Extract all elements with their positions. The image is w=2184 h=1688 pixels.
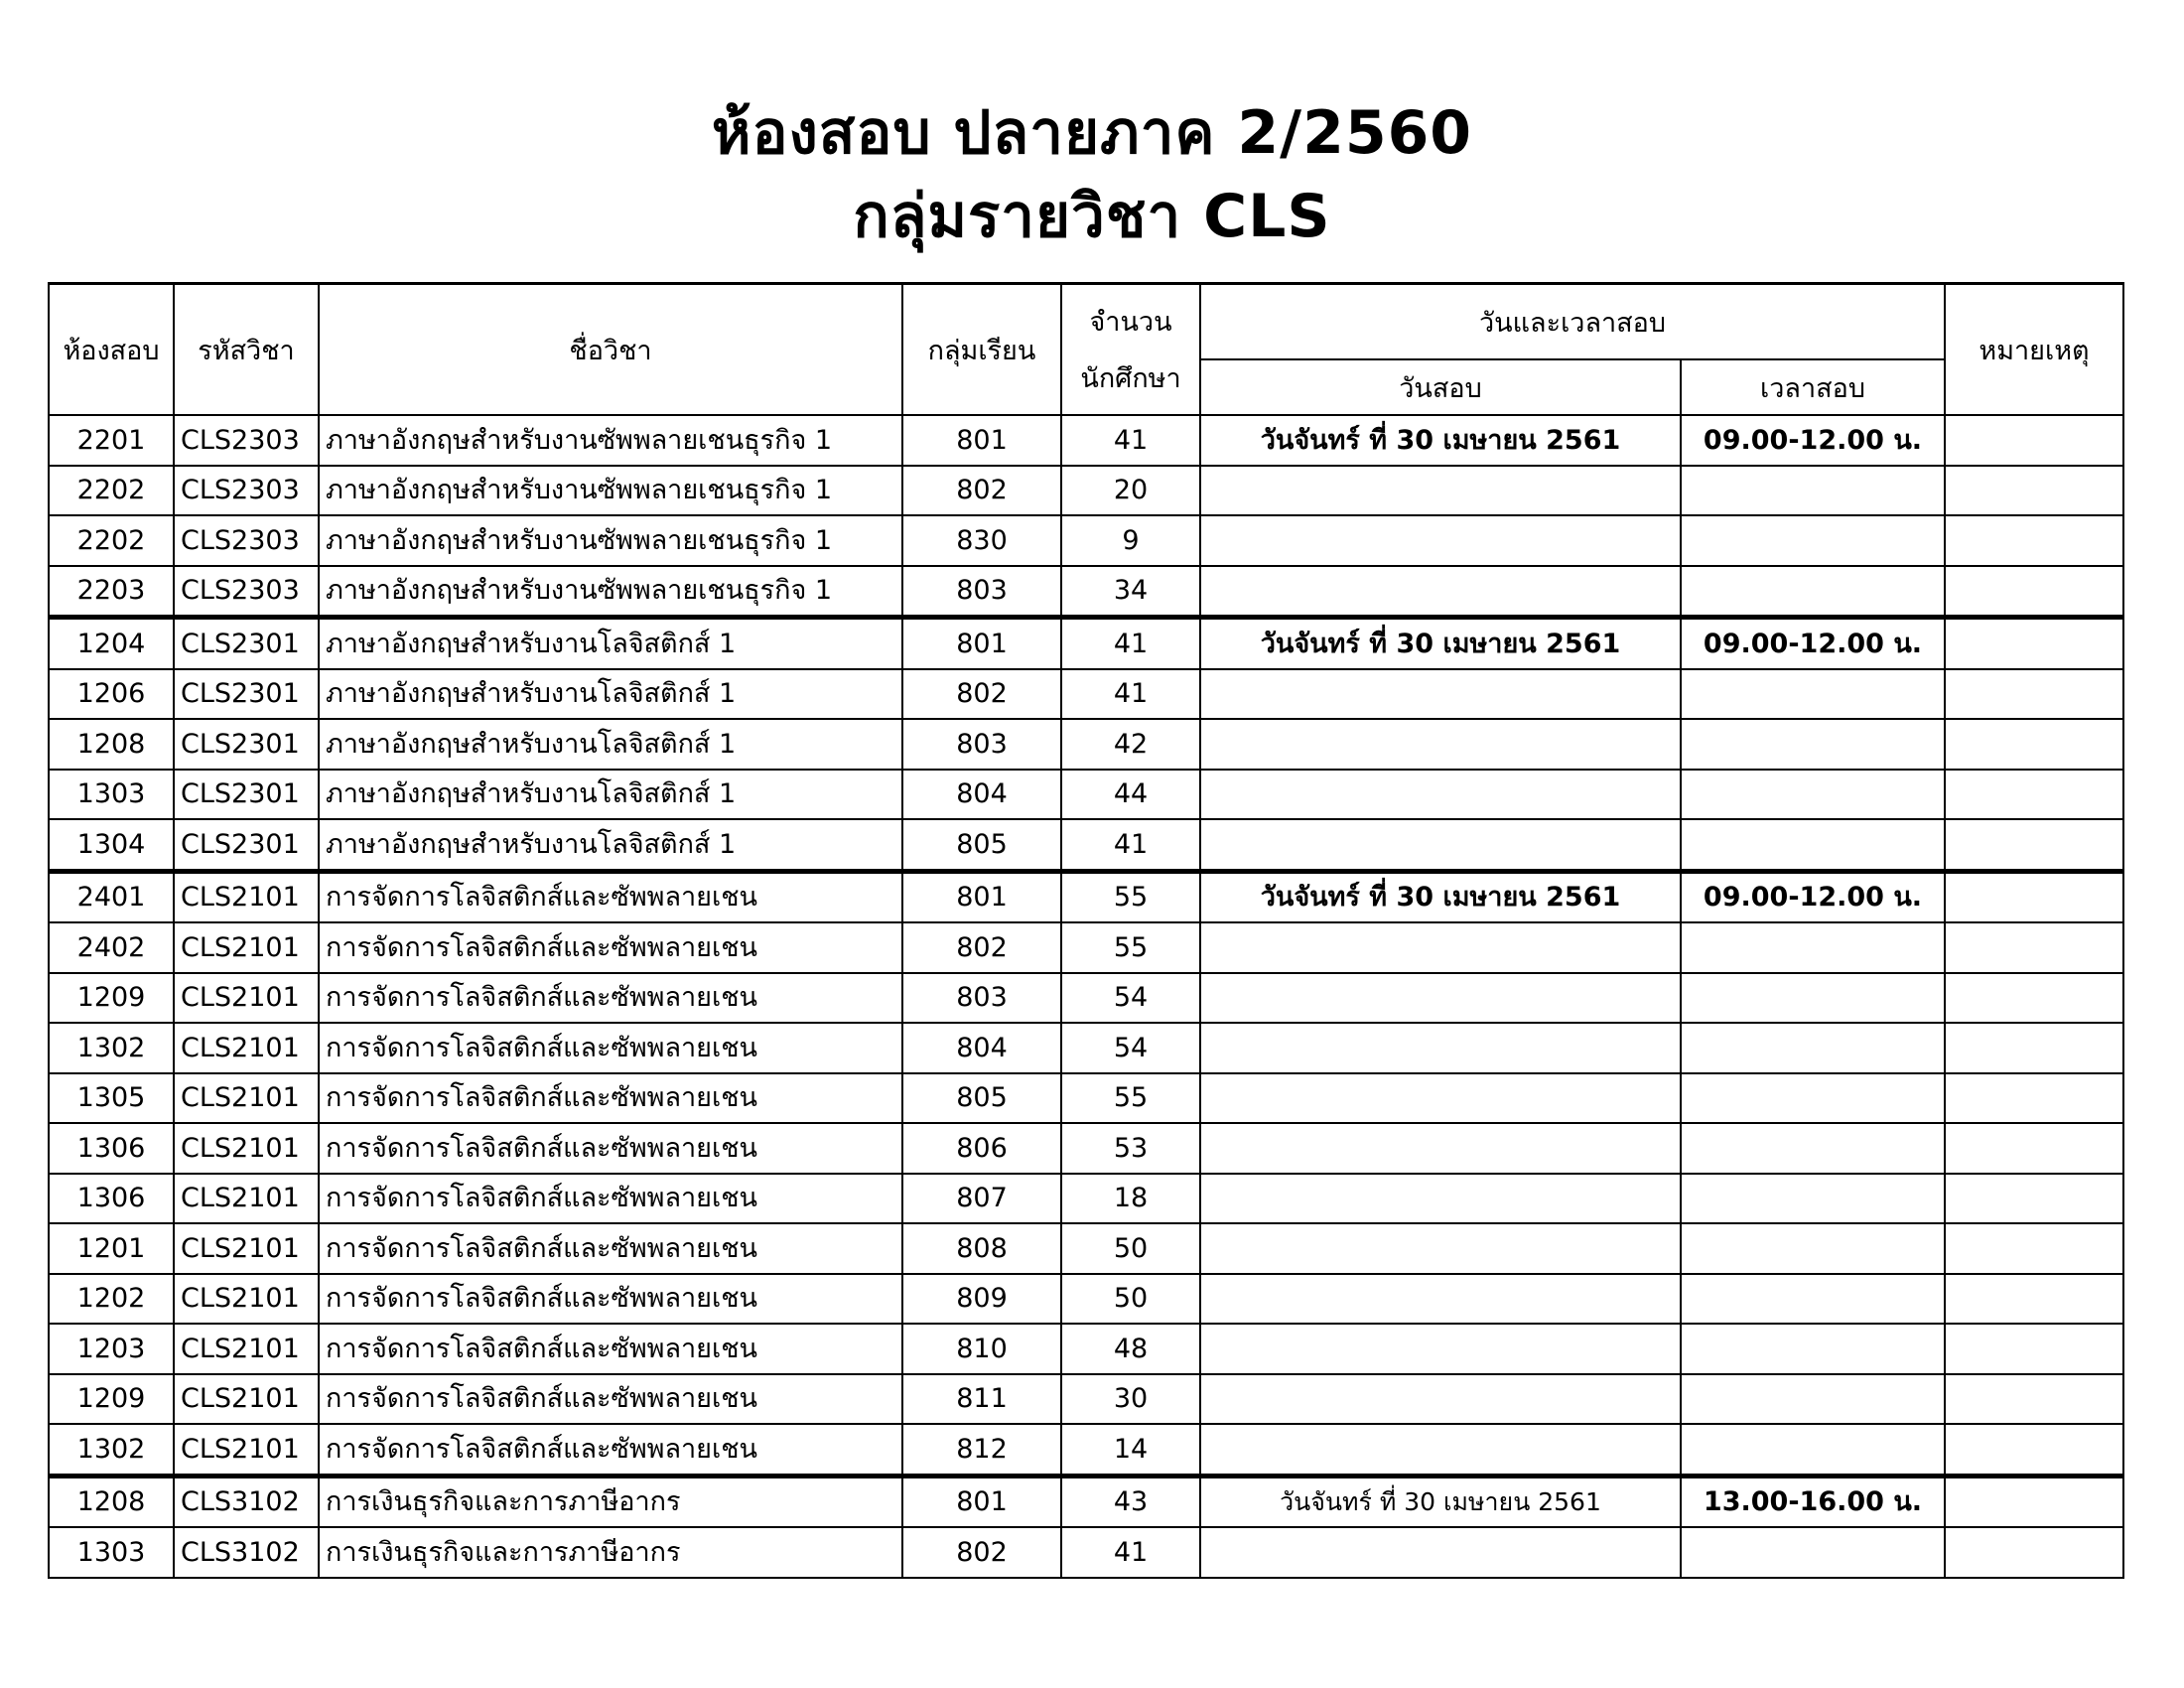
- table-row: [49, 1174, 2123, 1224]
- header-datetime: วันและเวลาสอบ: [1200, 284, 1945, 360]
- table-row: [49, 973, 2123, 1024]
- room-cell: 1201: [49, 1223, 174, 1274]
- course-name-cell: การจัดการโลจิสติกส์และซัพพลายเชน: [319, 1174, 902, 1224]
- course-name-cell: การจัดการโลจิสติกส์และซัพพลายเชน: [319, 1374, 902, 1425]
- room-cell: 1202: [49, 1274, 174, 1325]
- exam-date-cell: [1200, 1274, 1681, 1325]
- exam-time-cell: [1681, 1023, 1945, 1073]
- exam-date-cell: วันจันทร์ ที่ 30 เมษายน 2561: [1200, 415, 1681, 466]
- table-row: [49, 1274, 2123, 1325]
- room-cell: 1303: [49, 1527, 174, 1578]
- remark-cell: [1945, 1424, 2123, 1476]
- remark-cell: [1945, 1324, 2123, 1374]
- remark-cell: [1945, 871, 2123, 922]
- room-cell: 1302: [49, 1424, 174, 1476]
- remark-cell: [1945, 1073, 2123, 1124]
- table-row: [49, 1123, 2123, 1174]
- exam-date-cell: [1200, 719, 1681, 770]
- code-cell: CLS2101: [174, 1174, 319, 1224]
- exam-time-cell: [1681, 1073, 1945, 1124]
- code-cell: CLS2101: [174, 1424, 319, 1476]
- room-cell: 2202: [49, 515, 174, 566]
- student-count-cell: 41: [1061, 669, 1200, 720]
- student-count-cell: 41: [1061, 415, 1200, 466]
- course-name-cell: ภาษาอังกฤษสำหรับงานซัพพลายเชนธุรกิจ 1: [319, 515, 902, 566]
- section-cell: 805: [902, 819, 1061, 871]
- remark-cell: [1945, 1223, 2123, 1274]
- course-name-cell: ภาษาอังกฤษสำหรับงานโลจิสติกส์ 1: [319, 770, 902, 820]
- exam-date-cell: [1200, 770, 1681, 820]
- room-cell: 2203: [49, 566, 174, 618]
- course-name-cell: การจัดการโลจิสติกส์และซัพพลายเชน: [319, 922, 902, 973]
- exam-time-cell: [1681, 1374, 1945, 1425]
- section-cell: 805: [902, 1073, 1061, 1124]
- remark-cell: [1945, 1023, 2123, 1073]
- section-cell: 802: [902, 1527, 1061, 1578]
- exam-time-cell: [1681, 566, 1945, 618]
- room-cell: 1303: [49, 770, 174, 820]
- room-cell: 1206: [49, 669, 174, 720]
- exam-date-cell: [1200, 1374, 1681, 1425]
- header-count-line1: จำนวน: [1089, 307, 1172, 338]
- code-cell: CLS2101: [174, 1223, 319, 1274]
- course-name-cell: การจัดการโลจิสติกส์และซัพพลายเชน: [319, 1223, 902, 1274]
- exam-date-cell: [1200, 1324, 1681, 1374]
- section-cell: 803: [902, 719, 1061, 770]
- room-cell: 1204: [49, 618, 174, 669]
- exam-time-cell: [1681, 669, 1945, 720]
- room-cell: 1209: [49, 1374, 174, 1425]
- exam-time-cell: 09.00-12.00 น.: [1681, 618, 1945, 669]
- section-cell: 803: [902, 566, 1061, 618]
- header-code: รหัสวิชา: [174, 284, 319, 416]
- code-cell: CLS2101: [174, 1274, 319, 1325]
- student-count-cell: 42: [1061, 719, 1200, 770]
- title-block: [0, 91, 2184, 258]
- exam-date-cell: [1200, 1527, 1681, 1578]
- exam-date-cell: [1200, 973, 1681, 1024]
- remark-cell: [1945, 1174, 2123, 1224]
- table-row: [49, 1073, 2123, 1124]
- exam-time-cell: [1681, 770, 1945, 820]
- section-cell: 801: [902, 618, 1061, 669]
- exam-time-cell: 09.00-12.00 น.: [1681, 415, 1945, 466]
- remark-cell: [1945, 1123, 2123, 1174]
- course-name-cell: ภาษาอังกฤษสำหรับงานโลจิสติกส์ 1: [319, 618, 902, 669]
- table-row: [49, 1324, 2123, 1374]
- table-row: [49, 819, 2123, 871]
- course-name-cell: ภาษาอังกฤษสำหรับงานซัพพลายเชนธุรกิจ 1: [319, 566, 902, 618]
- code-cell: CLS2101: [174, 1123, 319, 1174]
- exam-date-cell: [1200, 515, 1681, 566]
- remark-cell: [1945, 1274, 2123, 1325]
- exam-date-cell: วันจันทร์ ที่ 30 เมษายน 2561: [1200, 618, 1681, 669]
- student-count-cell: 55: [1061, 1073, 1200, 1124]
- code-cell: CLS2301: [174, 719, 319, 770]
- exam-date-cell: [1200, 819, 1681, 871]
- table-row: [49, 922, 2123, 973]
- header-time: เวลาสอบ: [1681, 359, 1945, 415]
- student-count-cell: 44: [1061, 770, 1200, 820]
- student-count-cell: 20: [1061, 466, 1200, 516]
- course-name-cell: การจัดการโลจิสติกส์และซัพพลายเชน: [319, 1274, 902, 1325]
- exam-time-cell: [1681, 922, 1945, 973]
- table-row: [49, 1424, 2123, 1476]
- course-name-cell: การจัดการโลจิสติกส์และซัพพลายเชน: [319, 1424, 902, 1476]
- section-cell: 803: [902, 973, 1061, 1024]
- code-cell: CLS2303: [174, 566, 319, 618]
- course-name-cell: ภาษาอังกฤษสำหรับงานโลจิสติกส์ 1: [319, 669, 902, 720]
- exam-date-cell: วันจันทร์ ที่ 30 เมษายน 2561: [1200, 1476, 1681, 1527]
- remark-cell: [1945, 770, 2123, 820]
- remark-cell: [1945, 1527, 2123, 1578]
- student-count-cell: 50: [1061, 1223, 1200, 1274]
- code-cell: CLS2303: [174, 515, 319, 566]
- student-count-cell: 14: [1061, 1424, 1200, 1476]
- student-count-cell: 41: [1061, 819, 1200, 871]
- page-title: ห้องสอบ ปลายภาค 2/2560: [711, 98, 1473, 168]
- exam-time-cell: 13.00-16.00 น.: [1681, 1476, 1945, 1527]
- remark-cell: [1945, 922, 2123, 973]
- remark-cell: [1945, 669, 2123, 720]
- table-row: [49, 515, 2123, 566]
- exam-date-cell: [1200, 922, 1681, 973]
- course-name-cell: การจัดการโลจิสติกส์และซัพพลายเชน: [319, 1023, 902, 1073]
- course-name-cell: การจัดการโลจิสติกส์และซัพพลายเชน: [319, 1073, 902, 1124]
- table-row: [49, 669, 2123, 720]
- table-row: [49, 871, 2123, 922]
- course-name-cell: การจัดการโลจิสติกส์และซัพพลายเชน: [319, 1123, 902, 1174]
- section-cell: 808: [902, 1223, 1061, 1274]
- code-cell: CLS2301: [174, 819, 319, 871]
- exam-date-cell: [1200, 566, 1681, 618]
- exam-room-table: [48, 282, 2124, 1579]
- code-cell: CLS2101: [174, 1073, 319, 1124]
- section-cell: 802: [902, 466, 1061, 516]
- header-date: วันสอบ: [1200, 359, 1681, 415]
- course-name-cell: การเงินธุรกิจและการภาษีอากร: [319, 1476, 902, 1527]
- code-cell: CLS2101: [174, 973, 319, 1024]
- exam-time-cell: [1681, 1274, 1945, 1325]
- remark-cell: [1945, 515, 2123, 566]
- student-count-cell: 55: [1061, 871, 1200, 922]
- exam-time-cell: [1681, 819, 1945, 871]
- page-subtitle: กลุ่มรายวิชา CLS: [853, 182, 1331, 251]
- course-name-cell: การจัดการโลจิสติกส์และซัพพลายเชน: [319, 1324, 902, 1374]
- remark-cell: [1945, 719, 2123, 770]
- room-cell: 1209: [49, 973, 174, 1024]
- student-count-cell: 30: [1061, 1374, 1200, 1425]
- remark-cell: [1945, 466, 2123, 516]
- section-cell: 801: [902, 871, 1061, 922]
- room-cell: 1302: [49, 1023, 174, 1073]
- code-cell: CLS2303: [174, 466, 319, 516]
- exam-time-cell: [1681, 973, 1945, 1024]
- room-cell: 1208: [49, 719, 174, 770]
- exam-date-cell: [1200, 1174, 1681, 1224]
- course-name-cell: ภาษาอังกฤษสำหรับงานซัพพลายเชนธุรกิจ 1: [319, 466, 902, 516]
- code-cell: CLS2301: [174, 669, 319, 720]
- room-cell: 1203: [49, 1324, 174, 1374]
- table-row: [49, 1374, 2123, 1425]
- exam-date-cell: [1200, 1424, 1681, 1476]
- table-row: [49, 770, 2123, 820]
- exam-time-cell: [1681, 1223, 1945, 1274]
- code-cell: CLS2101: [174, 1324, 319, 1374]
- exam-time-cell: [1681, 466, 1945, 516]
- room-cell: 2201: [49, 415, 174, 466]
- remark-cell: [1945, 566, 2123, 618]
- section-cell: 804: [902, 1023, 1061, 1073]
- table-row: [49, 618, 2123, 669]
- exam-time-cell: [1681, 1324, 1945, 1374]
- student-count-cell: 34: [1061, 566, 1200, 618]
- header-section: กลุ่มเรียน: [902, 284, 1061, 416]
- course-name-cell: การจัดการโลจิสติกส์และซัพพลายเชน: [319, 871, 902, 922]
- student-count-cell: 43: [1061, 1476, 1200, 1527]
- room-cell: 1304: [49, 819, 174, 871]
- remark-cell: [1945, 819, 2123, 871]
- header-name: ชื่อวิชา: [319, 284, 902, 416]
- exam-date-cell: [1200, 1223, 1681, 1274]
- room-cell: 1305: [49, 1073, 174, 1124]
- exam-date-cell: [1200, 1073, 1681, 1124]
- exam-time-cell: [1681, 515, 1945, 566]
- table-row: [49, 1223, 2123, 1274]
- table-row: [49, 1476, 2123, 1527]
- section-cell: 801: [902, 415, 1061, 466]
- exam-time-cell: [1681, 1424, 1945, 1476]
- student-count-cell: 48: [1061, 1324, 1200, 1374]
- exam-date-cell: [1200, 466, 1681, 516]
- exam-table-body: [49, 415, 2123, 1578]
- course-name-cell: การเงินธุรกิจและการภาษีอากร: [319, 1527, 902, 1578]
- table-row: [49, 1023, 2123, 1073]
- section-cell: 811: [902, 1374, 1061, 1425]
- exam-time-cell: [1681, 1174, 1945, 1224]
- course-name-cell: การจัดการโลจิสติกส์และซัพพลายเชน: [319, 973, 902, 1024]
- header-count: [1061, 284, 1200, 416]
- code-cell: CLS2303: [174, 415, 319, 466]
- section-cell: 809: [902, 1274, 1061, 1325]
- student-count-cell: 9: [1061, 515, 1200, 566]
- remark-cell: [1945, 973, 2123, 1024]
- student-count-cell: 50: [1061, 1274, 1200, 1325]
- student-count-cell: 54: [1061, 973, 1200, 1024]
- exam-time-cell: [1681, 719, 1945, 770]
- room-cell: 2401: [49, 871, 174, 922]
- student-count-cell: 41: [1061, 618, 1200, 669]
- section-cell: 802: [902, 669, 1061, 720]
- student-count-cell: 53: [1061, 1123, 1200, 1174]
- table-row: [49, 719, 2123, 770]
- student-count-cell: 18: [1061, 1174, 1200, 1224]
- exam-time-cell: 09.00-12.00 น.: [1681, 871, 1945, 922]
- remark-cell: [1945, 1374, 2123, 1425]
- remark-cell: [1945, 415, 2123, 466]
- exam-date-cell: [1200, 1123, 1681, 1174]
- section-cell: 802: [902, 922, 1061, 973]
- section-cell: 801: [902, 1476, 1061, 1527]
- table-row: [49, 566, 2123, 618]
- remark-cell: [1945, 1476, 2123, 1527]
- section-cell: 812: [902, 1424, 1061, 1476]
- remark-cell: [1945, 618, 2123, 669]
- room-cell: 2402: [49, 922, 174, 973]
- section-cell: 807: [902, 1174, 1061, 1224]
- exam-time-cell: [1681, 1527, 1945, 1578]
- code-cell: CLS2301: [174, 770, 319, 820]
- code-cell: CLS2101: [174, 922, 319, 973]
- table-row: [49, 1527, 2123, 1578]
- code-cell: CLS3102: [174, 1476, 319, 1527]
- section-cell: 810: [902, 1324, 1061, 1374]
- code-cell: CLS3102: [174, 1527, 319, 1578]
- exam-date-cell: [1200, 1023, 1681, 1073]
- exam-date-cell: [1200, 669, 1681, 720]
- table-row: [49, 415, 2123, 466]
- student-count-cell: 41: [1061, 1527, 1200, 1578]
- table-row: [49, 466, 2123, 516]
- exam-time-cell: [1681, 1123, 1945, 1174]
- code-cell: CLS2101: [174, 871, 319, 922]
- room-cell: 1306: [49, 1174, 174, 1224]
- section-cell: 804: [902, 770, 1061, 820]
- room-cell: 1208: [49, 1476, 174, 1527]
- course-name-cell: ภาษาอังกฤษสำหรับงานโลจิสติกส์ 1: [319, 819, 902, 871]
- room-cell: 1306: [49, 1123, 174, 1174]
- code-cell: CLS2301: [174, 618, 319, 669]
- code-cell: CLS2101: [174, 1374, 319, 1425]
- student-count-cell: 55: [1061, 922, 1200, 973]
- student-count-cell: 54: [1061, 1023, 1200, 1073]
- header-remark: หมายเหตุ: [1945, 284, 2123, 416]
- code-cell: CLS2101: [174, 1023, 319, 1073]
- header-count-line2: นักศึกษา: [1080, 363, 1181, 394]
- section-cell: 806: [902, 1123, 1061, 1174]
- room-cell: 2202: [49, 466, 174, 516]
- course-name-cell: ภาษาอังกฤษสำหรับงานโลจิสติกส์ 1: [319, 719, 902, 770]
- section-cell: 830: [902, 515, 1061, 566]
- header-room: ห้องสอบ: [49, 284, 174, 416]
- course-name-cell: ภาษาอังกฤษสำหรับงานซัพพลายเชนธุรกิจ 1: [319, 415, 902, 466]
- exam-date-cell: วันจันทร์ ที่ 30 เมษายน 2561: [1200, 871, 1681, 922]
